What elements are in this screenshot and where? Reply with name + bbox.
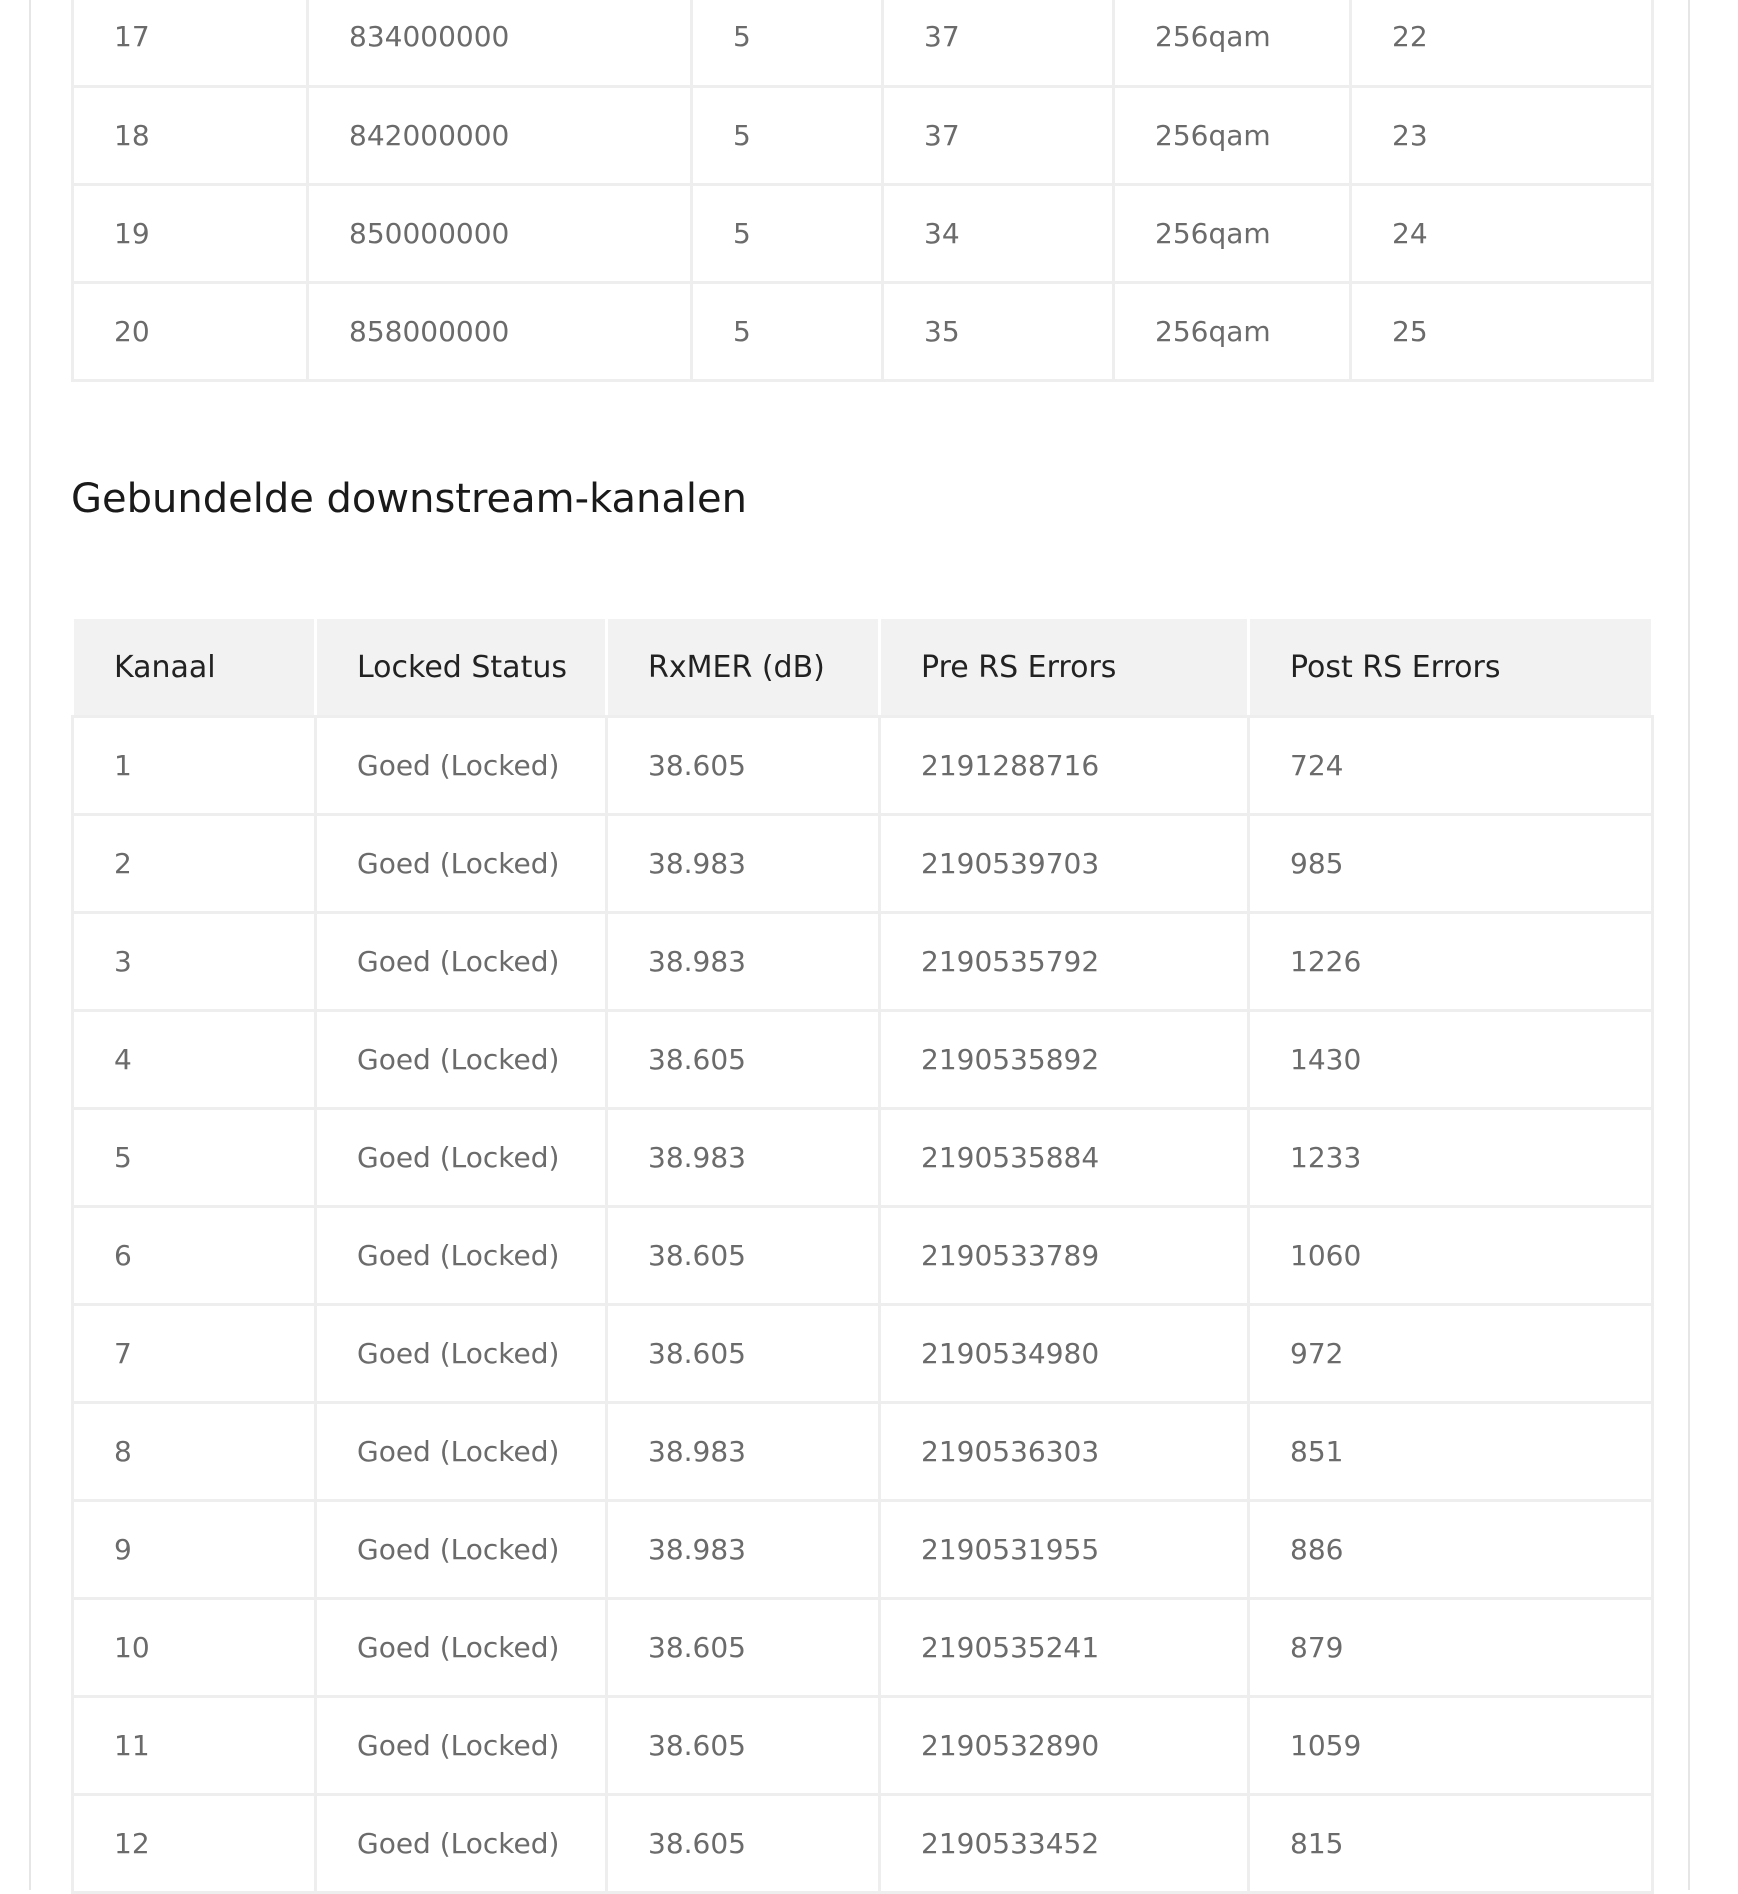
bonded-table-header	[73, 618, 1653, 717]
post-rs-errors-cell: 1059	[1249, 1697, 1653, 1795]
rxmer-cell: 38.605	[607, 1011, 880, 1109]
kanaal-cell: 2	[73, 815, 316, 913]
rxmer-cell: 38.605	[607, 1795, 880, 1893]
rxmer-cell: 38.983	[607, 913, 880, 1011]
kanaal-cell: 9	[73, 1501, 316, 1599]
kanaal-cell: 12	[73, 1795, 316, 1893]
modulation-cell: 256qam	[1114, 87, 1351, 185]
rxmer-cell: 38.605	[607, 1207, 880, 1305]
kanaal-cell: 11	[73, 1697, 316, 1795]
rxmer-cell: 38.983	[607, 1501, 880, 1599]
table-row	[73, 283, 1653, 381]
table-row	[73, 1403, 1653, 1501]
channel-id-cell: 23	[1351, 87, 1653, 185]
table-row	[73, 1501, 1653, 1599]
kanaal-cell: 5	[73, 1109, 316, 1207]
table-row	[73, 1697, 1653, 1795]
frequency-cell: 858000000	[308, 283, 692, 381]
snr-cell: 35	[883, 283, 1114, 381]
pre-rs-errors-cell: 2190535892	[880, 1011, 1249, 1109]
kanaal-cell: 6	[73, 1207, 316, 1305]
post-rs-errors-cell: 985	[1249, 815, 1653, 913]
pre-rs-errors-cell: 2190534980	[880, 1305, 1249, 1403]
post-rs-errors-cell: 879	[1249, 1599, 1653, 1697]
power-cell: 5	[692, 283, 883, 381]
pre-rs-errors-cell: 2190535884	[880, 1109, 1249, 1207]
table-row	[73, 1795, 1653, 1893]
bonded-downstream-table	[71, 616, 1654, 1894]
power-cell: 5	[692, 185, 883, 283]
kanaal-cell: 7	[73, 1305, 316, 1403]
pre-rs-errors-cell: 2190539703	[880, 815, 1249, 913]
locked-status-cell: Goed (Locked)	[316, 1795, 607, 1893]
power-cell: 5	[692, 0, 883, 87]
table-row	[73, 913, 1653, 1011]
post-rs-errors-cell: 1430	[1249, 1011, 1653, 1109]
rxmer-cell: 38.983	[607, 1109, 880, 1207]
locked-status-cell: Goed (Locked)	[316, 913, 607, 1011]
table-row	[73, 1305, 1653, 1403]
kanaal-cell: 10	[73, 1599, 316, 1697]
table-row	[73, 1207, 1653, 1305]
pre-rs-errors-cell: 2190535241	[880, 1599, 1249, 1697]
pre-rs-errors-cell: 2190532890	[880, 1697, 1249, 1795]
pre-rs-errors-cell: 2190531955	[880, 1501, 1249, 1599]
modulation-cell: 256qam	[1114, 185, 1351, 283]
locked-status-cell: Goed (Locked)	[316, 815, 607, 913]
snr-cell: 37	[883, 0, 1114, 87]
pre-rs-errors-cell: 2190533452	[880, 1795, 1249, 1893]
header-row	[73, 618, 1653, 717]
locked-status-cell: Goed (Locked)	[316, 1109, 607, 1207]
post-rs-errors-cell: 815	[1249, 1795, 1653, 1893]
rxmer-cell: 38.983	[607, 815, 880, 913]
frequency-cell: 850000000	[308, 185, 692, 283]
locked-status-cell: Goed (Locked)	[316, 1501, 607, 1599]
table-row	[73, 1011, 1653, 1109]
frequency-cell: 842000000	[308, 87, 692, 185]
kanaal-cell: 3	[73, 913, 316, 1011]
channel-cell: 18	[73, 87, 308, 185]
snr-cell: 37	[883, 87, 1114, 185]
header-locked-status: Locked Status	[316, 618, 607, 717]
locked-status-cell: Goed (Locked)	[316, 1207, 607, 1305]
table-row	[73, 87, 1653, 185]
header-rxmer: RxMER (dB)	[607, 618, 880, 717]
power-cell: 5	[692, 87, 883, 185]
post-rs-errors-cell: 1226	[1249, 913, 1653, 1011]
post-rs-errors-cell: 724	[1249, 717, 1653, 815]
rxmer-cell: 38.983	[607, 1403, 880, 1501]
upstream-table-body	[73, 0, 1653, 381]
pre-rs-errors-cell: 2190536303	[880, 1403, 1249, 1501]
locked-status-cell: Goed (Locked)	[316, 1011, 607, 1109]
kanaal-cell: 1	[73, 717, 316, 815]
channel-id-cell: 24	[1351, 185, 1653, 283]
channel-cell: 17	[73, 0, 308, 87]
post-rs-errors-cell: 972	[1249, 1305, 1653, 1403]
kanaal-cell: 4	[73, 1011, 316, 1109]
modulation-cell: 256qam	[1114, 0, 1351, 87]
header-kanaal: Kanaal	[73, 618, 316, 717]
upstream-channel-table	[71, 0, 1654, 382]
rxmer-cell: 38.605	[607, 1305, 880, 1403]
post-rs-errors-cell: 1233	[1249, 1109, 1653, 1207]
post-rs-errors-cell: 886	[1249, 1501, 1653, 1599]
pre-rs-errors-cell: 2190533789	[880, 1207, 1249, 1305]
header-pre-rs-errors: Pre RS Errors	[880, 618, 1249, 717]
pre-rs-errors-cell: 2190535792	[880, 913, 1249, 1011]
modulation-cell: 256qam	[1114, 283, 1351, 381]
rxmer-cell: 38.605	[607, 1697, 880, 1795]
pre-rs-errors-cell: 2191288716	[880, 717, 1249, 815]
table-row	[73, 1599, 1653, 1697]
locked-status-cell: Goed (Locked)	[316, 1697, 607, 1795]
rxmer-cell: 38.605	[607, 717, 880, 815]
locked-status-cell: Goed (Locked)	[316, 1305, 607, 1403]
locked-status-cell: Goed (Locked)	[316, 1403, 607, 1501]
table-row	[73, 185, 1653, 283]
table-row	[73, 1109, 1653, 1207]
snr-cell: 34	[883, 185, 1114, 283]
table-row	[73, 0, 1653, 87]
channel-cell: 20	[73, 283, 308, 381]
channel-id-cell: 25	[1351, 283, 1653, 381]
rxmer-cell: 38.605	[607, 1599, 880, 1697]
channel-id-cell: 22	[1351, 0, 1653, 87]
post-rs-errors-cell: 1060	[1249, 1207, 1653, 1305]
channel-cell: 19	[73, 185, 308, 283]
table-row	[73, 717, 1653, 815]
frequency-cell: 834000000	[308, 0, 692, 87]
kanaal-cell: 8	[73, 1403, 316, 1501]
locked-status-cell: Goed (Locked)	[316, 717, 607, 815]
table-row	[73, 815, 1653, 913]
bonded-table-body	[73, 717, 1653, 1893]
post-rs-errors-cell: 851	[1249, 1403, 1653, 1501]
locked-status-cell: Goed (Locked)	[316, 1599, 607, 1697]
header-post-rs-errors: Post RS Errors	[1249, 618, 1653, 717]
bonded-downstream-title: Gebundelde downstream-kanalen	[71, 476, 747, 522]
